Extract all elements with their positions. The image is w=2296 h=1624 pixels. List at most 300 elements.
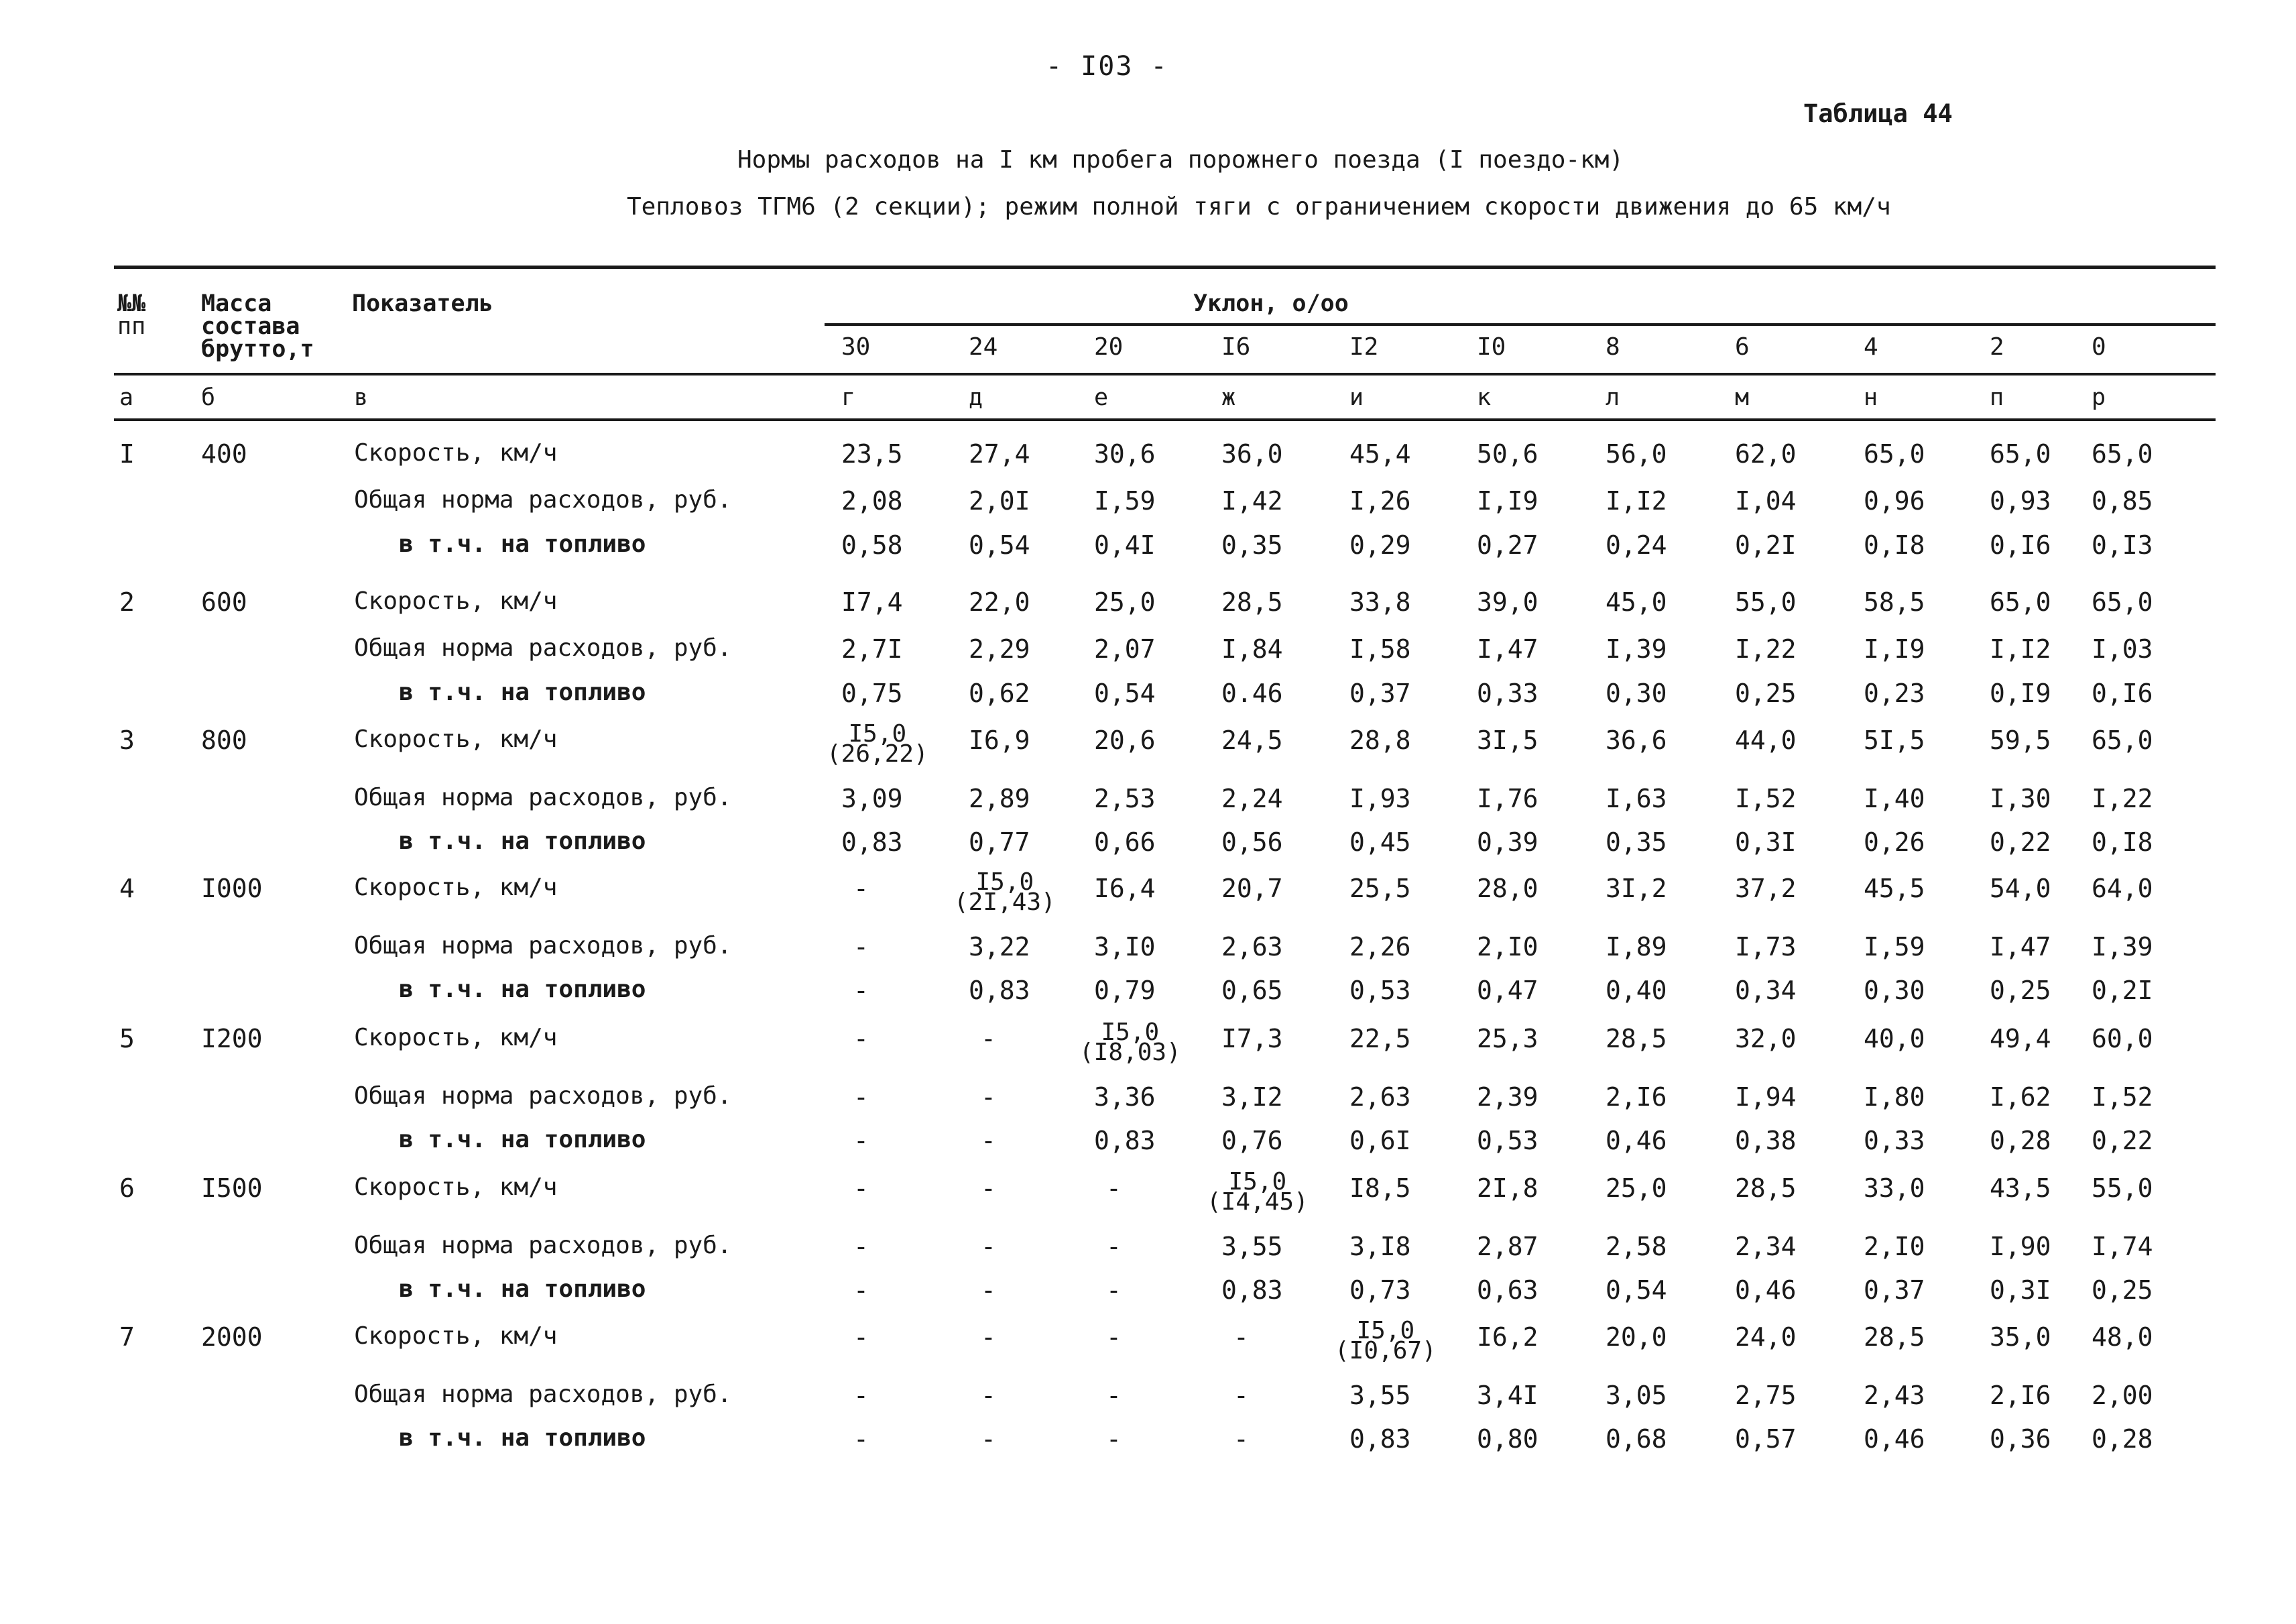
value-cell: 2,63: [1221, 932, 1283, 962]
column-letter: и: [1349, 384, 1364, 411]
value-cell: 0,83: [1221, 1275, 1283, 1305]
value-cell: 0,22: [2092, 1126, 2153, 1155]
value-cell: -: [1106, 1322, 1122, 1352]
value-cell: I7,3: [1221, 1024, 1283, 1053]
value-cell: I,94: [1735, 1082, 1797, 1112]
train-mass: 2000: [201, 1322, 263, 1352]
value-cell: 2,29: [969, 634, 1030, 664]
value-cell: 37,2: [1735, 874, 1797, 903]
slope-value: I0: [1477, 333, 1506, 361]
speed-label: Скорость, км/ч: [354, 1024, 558, 1051]
value-cell: 2,87: [1477, 1232, 1538, 1261]
slope-value: 6: [1735, 333, 1750, 361]
value-cell: 30,6: [1094, 439, 1156, 469]
value-cell: 0,53: [1477, 1126, 1538, 1155]
value-cell: 0,83: [841, 827, 903, 857]
speed-label: Скорость, км/ч: [354, 439, 558, 467]
value-cell: I,80: [1864, 1082, 1925, 1112]
value-cell: -: [981, 1424, 996, 1454]
col-num-header: №№: [117, 290, 146, 317]
value-cell: 0,58: [841, 530, 903, 560]
value-cell: 55,0: [1735, 587, 1797, 617]
value-cell: -: [853, 932, 869, 962]
train-mass: 400: [201, 439, 247, 469]
value-cell: 2,07: [1094, 634, 1156, 664]
value-cell: I5,0 (2I,43): [954, 868, 1056, 916]
value-cell: -: [1233, 1322, 1249, 1352]
total-cost-label: Общая норма расходов, руб.: [354, 784, 732, 811]
value-cell: 0,30: [1606, 679, 1667, 708]
value-cell: -: [981, 1232, 996, 1261]
value-cell: 0,I9: [1990, 679, 2051, 708]
column-letter: р: [2092, 384, 2106, 411]
value-cell: I7,4: [841, 587, 903, 617]
value-cell: 0,45: [1349, 827, 1411, 857]
value-cell: 20,0: [1606, 1322, 1667, 1352]
value-cell: I6,2: [1477, 1322, 1538, 1352]
value-cell: 0,77: [969, 827, 1030, 857]
col-mass-header-2: состава: [201, 313, 300, 340]
value-cell: I,58: [1349, 634, 1411, 664]
value-cell: 33,8: [1349, 587, 1411, 617]
value-cell: 23,5: [841, 439, 903, 469]
value-cell: -: [981, 1322, 996, 1352]
value-cell: I,26: [1349, 486, 1411, 516]
value-cell: I,I2: [1606, 486, 1667, 516]
speed-label: Скорость, км/ч: [354, 726, 558, 753]
value-cell: -: [853, 874, 869, 903]
value-cell: 36,0: [1221, 439, 1283, 469]
value-cell: I,39: [2092, 932, 2153, 962]
value-cell: 32,0: [1735, 1024, 1797, 1053]
value-cell: 0,46: [1864, 1424, 1925, 1454]
value-cell: 59,5: [1990, 726, 2051, 755]
value-cell: I,84: [1221, 634, 1283, 664]
value-cell: 2,I0: [1864, 1232, 1925, 1261]
value-cell: I,40: [1864, 784, 1925, 813]
value-cell: 2,75: [1735, 1381, 1797, 1410]
value-cell: 54,0: [1990, 874, 2051, 903]
fuel-cost-label: в т.ч. на топливо: [399, 1275, 646, 1303]
value-cell: I,52: [1735, 784, 1797, 813]
value-cell: I,47: [1477, 634, 1538, 664]
value-cell: 0,30: [1864, 976, 1925, 1005]
value-cell: I,59: [1094, 486, 1156, 516]
value-cell: I,22: [1735, 634, 1797, 664]
value-cell: 0,85: [2092, 486, 2153, 516]
value-cell: I,22: [2092, 784, 2153, 813]
value-cell: 0,37: [1864, 1275, 1925, 1305]
value-cell: 0,I6: [2092, 679, 2153, 708]
value-cell: 0,62: [969, 679, 1030, 708]
value-cell: I5,0 (26,22): [827, 720, 928, 768]
value-cell: -: [981, 1126, 996, 1155]
value-cell: 0,83: [969, 976, 1030, 1005]
value-cell: I5,0 (I8,03): [1079, 1019, 1181, 1066]
slope-value: 4: [1864, 333, 1878, 361]
fuel-cost-label: в т.ч. на топливо: [399, 1126, 646, 1153]
value-cell: 20,6: [1094, 726, 1156, 755]
value-cell: I,03: [2092, 634, 2153, 664]
value-cell: 0,28: [2092, 1424, 2153, 1454]
value-cell: 0,6I: [1349, 1126, 1411, 1155]
column-letter: м: [1735, 384, 1750, 411]
value-cell: 24,0: [1735, 1322, 1797, 1352]
value-cell: 3,36: [1094, 1082, 1156, 1112]
value-cell: 0,3I: [1990, 1275, 2051, 1305]
value-cell: 0,33: [1864, 1126, 1925, 1155]
value-cell: 0,35: [1221, 530, 1283, 560]
value-cell: 2,63: [1349, 1082, 1411, 1112]
col-mass-header-1: Масса: [201, 290, 272, 317]
value-cell: 0,23: [1864, 679, 1925, 708]
value-cell: 0,46: [1735, 1275, 1797, 1305]
value-cell: 2,08: [841, 486, 903, 516]
total-cost-label: Общая норма расходов, руб.: [354, 1381, 732, 1408]
value-cell: 0,34: [1735, 976, 1797, 1005]
value-cell: 58,5: [1864, 587, 1925, 617]
value-cell: 65,0: [2092, 726, 2153, 755]
value-cell: 65,0: [1864, 439, 1925, 469]
value-cell: I,39: [1606, 634, 1667, 664]
value-cell: -: [1106, 1173, 1122, 1203]
value-cell: 0,47: [1477, 976, 1538, 1005]
value-cell: 0,3I: [1735, 827, 1797, 857]
value-cell: 0,96: [1864, 486, 1925, 516]
value-cell: 0,4I: [1094, 530, 1156, 560]
value-cell: 28,5: [1864, 1322, 1925, 1352]
table-title-line1: Нормы расходов на I км пробега порожнего поезда (I поездо-км): [737, 146, 1624, 174]
value-cell: 45,5: [1864, 874, 1925, 903]
value-cell: 0,27: [1477, 530, 1538, 560]
value-cell: 3I,5: [1477, 726, 1538, 755]
value-cell: 0,28: [1990, 1126, 2051, 1155]
value-cell: 45,4: [1349, 439, 1411, 469]
value-cell: 20,7: [1221, 874, 1283, 903]
value-cell: 0,63: [1477, 1275, 1538, 1305]
value-cell: I,76: [1477, 784, 1538, 813]
value-cell: 0,83: [1349, 1424, 1411, 1454]
value-cell: 40,0: [1864, 1024, 1925, 1053]
col-indicator-header: Показатель: [352, 290, 493, 317]
value-cell: 50,6: [1477, 439, 1538, 469]
value-cell: 0,54: [969, 530, 1030, 560]
value-cell: 0,93: [1990, 486, 2051, 516]
value-cell: -: [1233, 1381, 1249, 1410]
col-num-header-2: пп: [117, 313, 146, 340]
value-cell: I,74: [2092, 1232, 2153, 1261]
col-mass-header-3: брутто,т: [201, 336, 314, 363]
value-cell: -: [1233, 1424, 1249, 1454]
value-cell: 0,68: [1606, 1424, 1667, 1454]
value-cell: 0,54: [1606, 1275, 1667, 1305]
value-cell: 0.46: [1221, 679, 1283, 708]
value-cell: 2,26: [1349, 932, 1411, 962]
value-cell: 64,0: [2092, 874, 2153, 903]
value-cell: 2,39: [1477, 1082, 1538, 1112]
value-cell: I,62: [1990, 1082, 2051, 1112]
speed-label: Скорость, км/ч: [354, 874, 558, 901]
value-cell: 0,75: [841, 679, 903, 708]
value-cell: 0,65: [1221, 976, 1283, 1005]
letters-rule: [114, 418, 2216, 421]
slope-value: 2: [1990, 333, 2004, 361]
value-cell: 2,24: [1221, 784, 1283, 813]
value-cell: -: [853, 1232, 869, 1261]
value-cell: 28,0: [1477, 874, 1538, 903]
column-letter: л: [1606, 384, 1620, 411]
value-cell: I,59: [1864, 932, 1925, 962]
value-cell: 0,80: [1477, 1424, 1538, 1454]
value-cell: 49,4: [1990, 1024, 2051, 1053]
value-cell: 0,22: [1990, 827, 2051, 857]
fuel-cost-label: в т.ч. на топливо: [399, 679, 646, 706]
value-cell: 2,00: [2092, 1381, 2153, 1410]
value-cell: 3,55: [1221, 1232, 1283, 1261]
value-cell: I5,0 (I4,45): [1207, 1168, 1309, 1216]
row-number: I: [119, 439, 135, 469]
value-cell: 0,39: [1477, 827, 1538, 857]
value-cell: 0,33: [1477, 679, 1538, 708]
slope-value: I6: [1221, 333, 1251, 361]
value-cell: 2,0I: [969, 486, 1030, 516]
value-cell: 0,38: [1735, 1126, 1797, 1155]
column-letter: н: [1864, 384, 1878, 411]
table-title-line2: Тепловоз ТГМ6 (2 секции); режим полной тяги с ограничением скорости движения до 65 км/ч: [627, 193, 1891, 221]
value-cell: -: [981, 1381, 996, 1410]
value-cell: 36,6: [1606, 726, 1667, 755]
value-cell: -: [1106, 1275, 1122, 1305]
slope-value: 30: [841, 333, 871, 361]
value-cell: 0,I3: [2092, 530, 2153, 560]
value-cell: 55,0: [2092, 1173, 2153, 1203]
value-cell: -: [853, 1424, 869, 1454]
value-cell: 25,0: [1094, 587, 1156, 617]
value-cell: 65,0: [1990, 439, 2051, 469]
fuel-cost-label: в т.ч. на топливо: [399, 1424, 646, 1452]
value-cell: 25,3: [1477, 1024, 1538, 1053]
value-cell: I,63: [1606, 784, 1667, 813]
value-cell: -: [853, 1275, 869, 1305]
value-cell: -: [853, 1024, 869, 1053]
total-cost-label: Общая норма расходов, руб.: [354, 1232, 732, 1259]
value-cell: 33,0: [1864, 1173, 1925, 1203]
value-cell: I,42: [1221, 486, 1283, 516]
row-number: 3: [119, 726, 135, 755]
train-mass: I200: [201, 1024, 263, 1053]
value-cell: I,90: [1990, 1232, 2051, 1261]
row-number: 7: [119, 1322, 135, 1352]
train-mass: I000: [201, 874, 263, 903]
value-cell: 0,25: [1735, 679, 1797, 708]
value-cell: 39,0: [1477, 587, 1538, 617]
value-cell: 0,46: [1606, 1126, 1667, 1155]
header-rule: [114, 373, 2216, 375]
column-letter: а: [119, 384, 134, 411]
value-cell: 22,0: [969, 587, 1030, 617]
train-mass: I500: [201, 1173, 263, 1203]
row-number: 4: [119, 874, 135, 903]
value-cell: 44,0: [1735, 726, 1797, 755]
value-cell: 3,55: [1349, 1381, 1411, 1410]
value-cell: 2,89: [969, 784, 1030, 813]
value-cell: 0,24: [1606, 530, 1667, 560]
top-rule: [114, 266, 2216, 269]
value-cell: 0,79: [1094, 976, 1156, 1005]
value-cell: I,I2: [1990, 634, 2051, 664]
value-cell: I,I9: [1477, 486, 1538, 516]
value-cell: 0,76: [1221, 1126, 1283, 1155]
value-cell: 0,40: [1606, 976, 1667, 1005]
value-cell: I,89: [1606, 932, 1667, 962]
value-cell: 62,0: [1735, 439, 1797, 469]
value-cell: 2,I0: [1477, 932, 1538, 962]
value-cell: I,52: [2092, 1082, 2153, 1112]
column-letter: д: [969, 384, 983, 411]
value-cell: 43,5: [1990, 1173, 2051, 1203]
value-cell: 3,4I: [1477, 1381, 1538, 1410]
table-label: Таблица 44: [1803, 99, 1953, 128]
value-cell: 35,0: [1990, 1322, 2051, 1352]
value-cell: -: [981, 1275, 996, 1305]
value-cell: 25,5: [1349, 874, 1411, 903]
value-cell: 0,2I: [2092, 976, 2153, 1005]
value-cell: 0,35: [1606, 827, 1667, 857]
value-cell: I8,5: [1349, 1173, 1411, 1203]
value-cell: -: [853, 1082, 869, 1112]
value-cell: 0,26: [1864, 827, 1925, 857]
total-cost-label: Общая норма расходов, руб.: [354, 932, 732, 960]
fuel-cost-label: в т.ч. на топливо: [399, 827, 646, 855]
value-cell: -: [1106, 1381, 1122, 1410]
value-cell: 3,I8: [1349, 1232, 1411, 1261]
value-cell: -: [1106, 1232, 1122, 1261]
value-cell: 0,83: [1094, 1126, 1156, 1155]
value-cell: 0,2I: [1735, 530, 1797, 560]
value-cell: 3I,2: [1606, 874, 1667, 903]
value-cell: 5I,5: [1864, 726, 1925, 755]
slope-value: I2: [1349, 333, 1379, 361]
speed-label: Скорость, км/ч: [354, 587, 558, 615]
value-cell: 0,53: [1349, 976, 1411, 1005]
value-cell: 65,0: [1990, 587, 2051, 617]
train-mass: 800: [201, 726, 247, 755]
slope-rule: [825, 323, 2216, 326]
value-cell: 2,I6: [1606, 1082, 1667, 1112]
value-cell: 56,0: [1606, 439, 1667, 469]
fuel-cost-label: в т.ч. на топливо: [399, 976, 646, 1003]
column-letter: в: [354, 384, 369, 411]
value-cell: 0,36: [1990, 1424, 2051, 1454]
total-cost-label: Общая норма расходов, руб.: [354, 634, 732, 662]
value-cell: 0,I8: [2092, 827, 2153, 857]
speed-label: Скорость, км/ч: [354, 1322, 558, 1350]
row-number: 6: [119, 1173, 135, 1203]
value-cell: 2,43: [1864, 1381, 1925, 1410]
value-cell: 2I,8: [1477, 1173, 1538, 1203]
slope-value: 8: [1606, 333, 1620, 361]
value-cell: 0,66: [1094, 827, 1156, 857]
value-cell: -: [1106, 1424, 1122, 1454]
value-cell: -: [853, 1126, 869, 1155]
column-letter: б: [201, 384, 216, 411]
value-cell: -: [981, 1024, 996, 1053]
value-cell: I6,4: [1094, 874, 1156, 903]
slope-header: Уклон, о/оо: [1193, 290, 1349, 317]
value-cell: 2,58: [1606, 1232, 1667, 1261]
row-number: 5: [119, 1024, 135, 1053]
value-cell: 0,I8: [1864, 530, 1925, 560]
value-cell: 2,53: [1094, 784, 1156, 813]
column-letter: ж: [1221, 384, 1236, 411]
value-cell: 28,5: [1221, 587, 1283, 617]
total-cost-label: Общая норма расходов, руб.: [354, 1082, 732, 1110]
value-cell: I5,0 (I0,67): [1335, 1317, 1437, 1365]
value-cell: -: [981, 1082, 996, 1112]
value-cell: 22,5: [1349, 1024, 1411, 1053]
value-cell: I,73: [1735, 932, 1797, 962]
slope-value: 24: [969, 333, 998, 361]
value-cell: 25,0: [1606, 1173, 1667, 1203]
value-cell: 28,5: [1735, 1173, 1797, 1203]
fuel-cost-label: в т.ч. на топливо: [399, 530, 646, 558]
value-cell: 65,0: [2092, 439, 2153, 469]
value-cell: 60,0: [2092, 1024, 2153, 1053]
value-cell: 0,54: [1094, 679, 1156, 708]
value-cell: I,I9: [1864, 634, 1925, 664]
value-cell: 0,56: [1221, 827, 1283, 857]
value-cell: 0,57: [1735, 1424, 1797, 1454]
page-number: - I03 -: [1046, 51, 1168, 82]
value-cell: I6,9: [969, 726, 1030, 755]
value-cell: 65,0: [2092, 587, 2153, 617]
value-cell: 28,8: [1349, 726, 1411, 755]
value-cell: 2,7I: [841, 634, 903, 664]
value-cell: -: [853, 1322, 869, 1352]
value-cell: 3,09: [841, 784, 903, 813]
value-cell: 0,25: [2092, 1275, 2153, 1305]
value-cell: 45,0: [1606, 587, 1667, 617]
value-cell: -: [853, 1381, 869, 1410]
value-cell: 27,4: [969, 439, 1030, 469]
value-cell: 0,25: [1990, 976, 2051, 1005]
value-cell: I,93: [1349, 784, 1411, 813]
column-letter: к: [1477, 384, 1492, 411]
value-cell: 3,22: [969, 932, 1030, 962]
column-letter: е: [1094, 384, 1109, 411]
train-mass: 600: [201, 587, 247, 617]
value-cell: 3,05: [1606, 1381, 1667, 1410]
value-cell: 2,I6: [1990, 1381, 2051, 1410]
row-number: 2: [119, 587, 135, 617]
speed-label: Скорость, км/ч: [354, 1173, 558, 1201]
column-letter: г: [841, 384, 856, 411]
value-cell: 0,29: [1349, 530, 1411, 560]
total-cost-label: Общая норма расходов, руб.: [354, 486, 732, 514]
slope-value: 20: [1094, 333, 1124, 361]
slope-value: 0: [2092, 333, 2106, 361]
column-letter: п: [1990, 384, 2004, 411]
value-cell: -: [853, 1173, 869, 1203]
value-cell: 0,37: [1349, 679, 1411, 708]
value-cell: -: [853, 976, 869, 1005]
value-cell: 28,5: [1606, 1024, 1667, 1053]
value-cell: 24,5: [1221, 726, 1283, 755]
value-cell: I,47: [1990, 932, 2051, 962]
value-cell: 0,I6: [1990, 530, 2051, 560]
value-cell: I,04: [1735, 486, 1797, 516]
value-cell: 3,I2: [1221, 1082, 1283, 1112]
